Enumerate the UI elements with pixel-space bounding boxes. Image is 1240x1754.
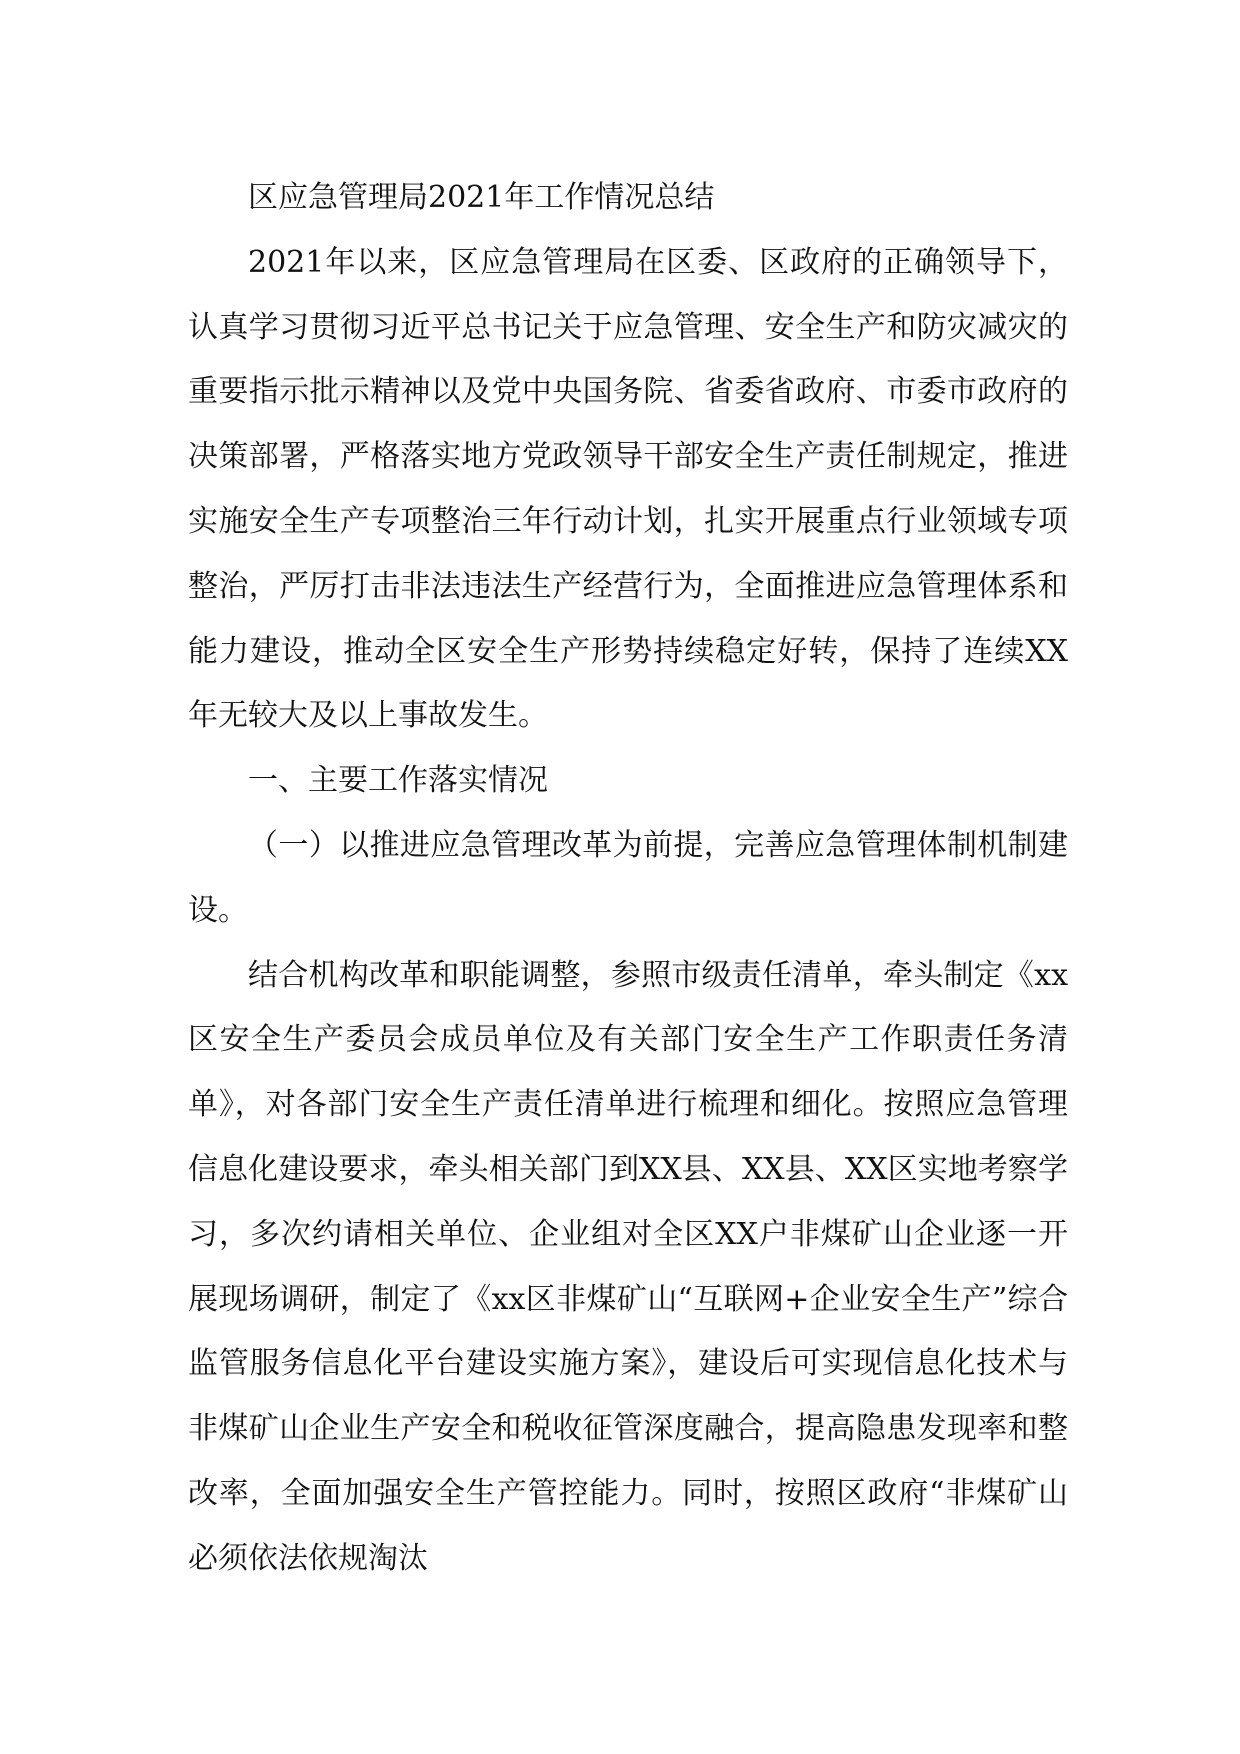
section-heading: 一、主要工作落实情况 bbox=[248, 763, 548, 799]
document-body bbox=[188, 166, 1068, 1592]
intro-paragraph: 2021年以来，区应急管理局在区委、区政府的正确领导下，认真学习贯彻习近平总书记关于应急管理、安全生产和防灾减灾的重要指示批示精神以及党中央国务院、省委省政府、市委市政府的决策部署，严格落实地方党政领导干部安全生产责任制规定，推进实施安全生产专项整治三年行动计划，扎实开展重点行业领域专项整治，严厉打击非法违法生产经营行为，全面推进应急管理体系和能力建设，推动全区安全生产形势持续稳定好转，保持了连续XX年无较大及以上事故发生。 bbox=[188, 244, 1068, 734]
body-paragraph: 结合机构改革和职能调整，参照市级责任清单，牵头制定《xx区安全生产委员会成员单位及有关部门安全生产工作职责任务清单》，对各部门安全生产责任清单进行梳理和细化。按照应急管理信息化建设要求，牵头相关部门到XX县、XX县、XX区实地考察学习，多次约请相关单位、企业组对全区XX户非煤矿山企业逐一开展现场调研，制定了《xx区非煤矿山“互联网+企业安全生产”综合监管服务信息化平台建设实施方案》，建设后可实现信息化技术与非煤矿山企业生产安全和税收征管深度融合，提高隐患发现率和整改率，全面加强安全生产管控能力。同时，按照区政府“非煤矿山必须依法依规淘汰 bbox=[188, 957, 1068, 1576]
subsection-heading: （一）以推进应急管理改革为前提，完善应急管理体制机制建设。 bbox=[188, 827, 1068, 928]
document-title: 区应急管理局2021年工作情况总结 bbox=[248, 180, 715, 215]
